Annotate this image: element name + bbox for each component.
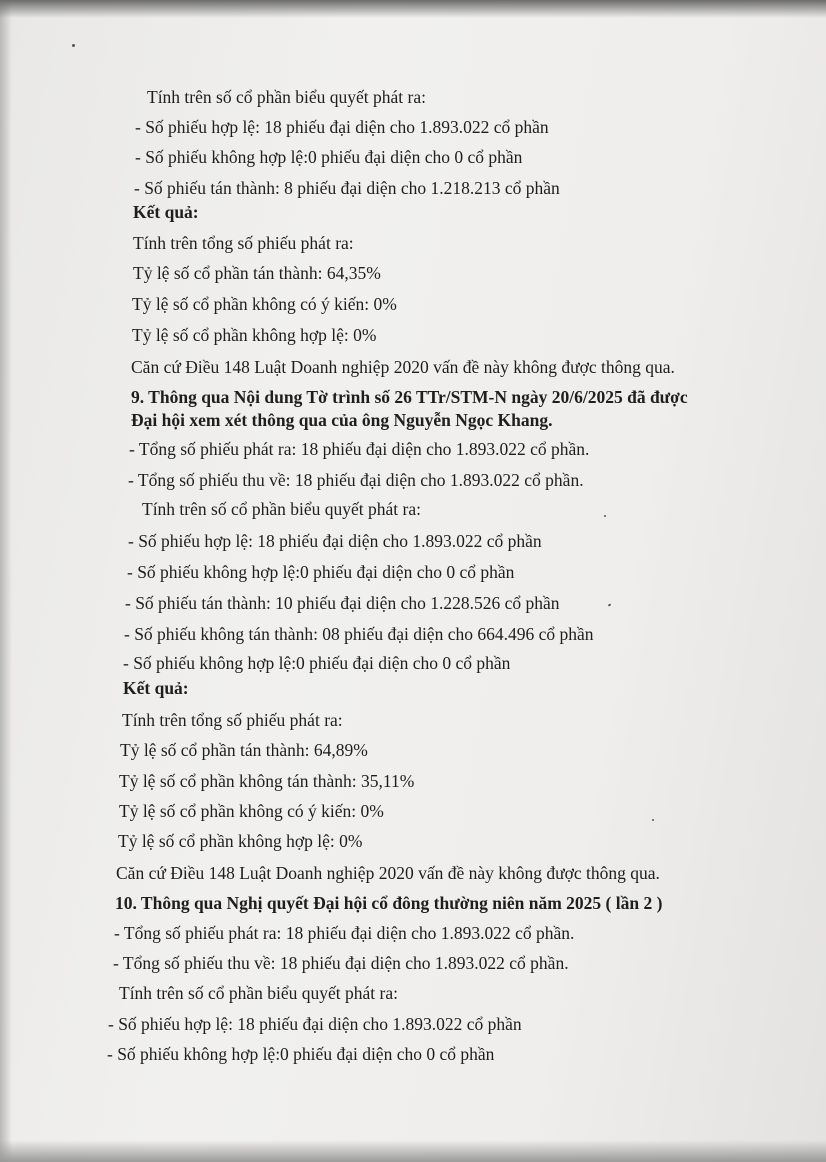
- disapprove-votes-line: - Số phiếu không tán thành: 08 phiếu đại diện cho 664.496 cổ phần: [124, 624, 594, 644]
- approve-ratio-line: Tỷ lệ số cổ phần tán thành: 64,35%: [133, 263, 381, 283]
- disapprove-ratio-line: Tỷ lệ số cổ phần không tán thành: 35,11%: [119, 771, 415, 791]
- approve-votes-line: - Số phiếu tán thành: 10 phiếu đại diện cho 1.228.526 cổ phần: [125, 593, 560, 613]
- conclusion-line: Căn cứ Điều 148 Luật Doanh nghiệp 2020 vấn đề này không được thông qua.: [131, 357, 675, 377]
- total-issued-line: - Tổng số phiếu phát ra: 18 phiếu đại diện cho 1.893.022 cổ phần.: [129, 439, 590, 459]
- vote-basis-heading: Tính trên số cổ phần biểu quyết phát ra:: [147, 87, 426, 107]
- approve-ratio-line: Tỷ lệ số cổ phần tán thành: 64,89%: [120, 740, 368, 760]
- valid-votes-line: - Số phiếu hợp lệ: 18 phiếu đại diện cho 1.893.022 cổ phần: [128, 531, 542, 551]
- section-10-title: 10. Thông qua Nghị quyết Đại hội cổ đông thường niên năm 2025 ( lần 2 ): [115, 893, 663, 913]
- no-opinion-ratio-line: Tỷ lệ số cổ phần không có ý kiến: 0%: [119, 801, 384, 821]
- no-opinion-ratio-line: Tỷ lệ số cổ phần không có ý kiến: 0%: [132, 294, 397, 314]
- result-heading: Kết quả:: [123, 678, 189, 698]
- approve-votes-line: - Số phiếu tán thành: 8 phiếu đại diện cho 1.218.213 cổ phần: [134, 178, 560, 198]
- total-basis-line: Tính trên tổng số phiếu phát ra:: [133, 233, 354, 253]
- section-9-title: 9. Thông qua Nội dung Tờ trình số 26 TTr/STM-N ngày 20/6/2025 đã được: [131, 387, 688, 407]
- total-collected-line: - Tổng số phiếu thu về: 18 phiếu đại diện cho 1.893.022 cổ phần.: [113, 953, 569, 973]
- invalid-votes-line: - Số phiếu không hợp lệ:0 phiếu đại diện cho 0 cổ phần: [135, 147, 523, 167]
- total-issued-line: - Tổng số phiếu phát ra: 18 phiếu đại diện cho 1.893.022 cổ phần.: [114, 923, 575, 943]
- conclusion-line: Căn cứ Điều 148 Luật Doanh nghiệp 2020 vấn đề này không được thông qua.: [116, 863, 660, 883]
- vote-basis-heading: Tính trên số cổ phần biểu quyết phát ra:: [119, 983, 398, 1003]
- invalid-votes-line: - Số phiếu không hợp lệ:0 phiếu đại diện cho 0 cổ phần: [127, 562, 515, 582]
- invalid-votes-line: - Số phiếu không hợp lệ:0 phiếu đại diện cho 0 cổ phần: [107, 1044, 495, 1064]
- invalid-ratio-line: Tỷ lệ số cổ phần không hợp lệ: 0%: [132, 325, 377, 345]
- total-collected-line: - Tổng số phiếu thu về: 18 phiếu đại diện cho 1.893.022 cổ phần.: [128, 470, 584, 490]
- valid-votes-line: - Số phiếu hợp lệ: 18 phiếu đại diện cho 1.893.022 cổ phần: [108, 1014, 522, 1034]
- vote-basis-heading: Tính trên số cổ phần biểu quyết phát ra:: [142, 499, 421, 519]
- invalid-votes-line: - Số phiếu không hợp lệ:0 phiếu đại diện cho 0 cổ phần: [123, 653, 511, 673]
- invalid-ratio-line: Tỷ lệ số cổ phần không hợp lệ: 0%: [118, 831, 363, 851]
- total-basis-line: Tính trên tổng số phiếu phát ra:: [122, 710, 343, 730]
- result-heading: Kết quả:: [133, 202, 199, 222]
- section-9-title-cont: Đại hội xem xét thông qua của ông Nguyễn Ngọc Khang.: [131, 410, 553, 430]
- valid-votes-line: - Số phiếu hợp lệ: 18 phiếu đại diện cho 1.893.022 cổ phần: [135, 117, 549, 137]
